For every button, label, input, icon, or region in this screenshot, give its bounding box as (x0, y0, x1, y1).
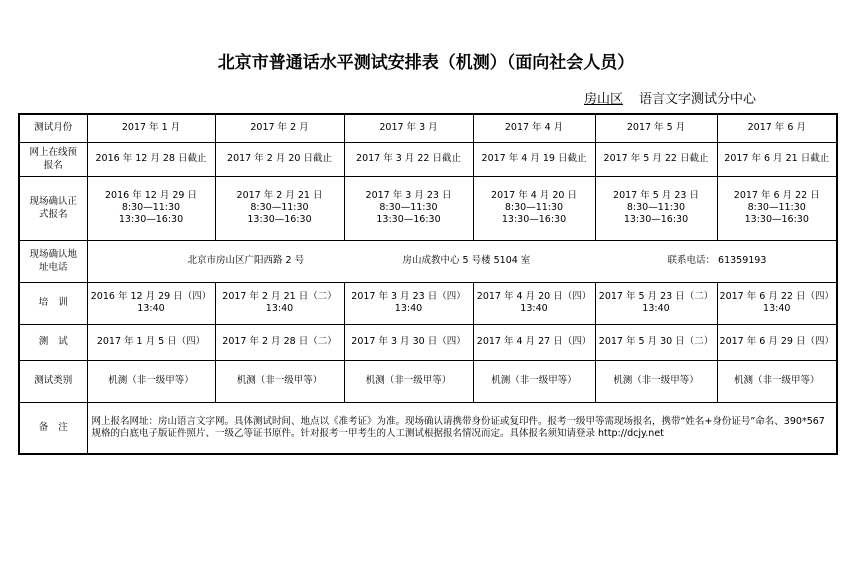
onsite-am-text: 8:30—11:30 (121, 202, 181, 213)
online-text: 2017 年 2 月 20 日截止 (227, 153, 332, 164)
category-text: 机测（非一级甲等） (108, 375, 194, 386)
onsite-am-text: 8:30—11:30 (747, 202, 806, 213)
address-cell (87, 240, 837, 282)
online-row-cell (717, 142, 837, 176)
row-label-month: 测试月份 (19, 114, 87, 142)
training-time-text: 13:40 (265, 303, 294, 314)
onsite-pm-text: 13:30—16:30 (118, 214, 184, 225)
test-text: 2017 年 6 月 29 日（四） (719, 336, 834, 347)
test-text: 2017 年 1 月 5 日（四） (96, 336, 206, 347)
onsite-row-cell (595, 176, 717, 240)
test-text: 2017 年 2 月 28 日（二） (222, 336, 337, 347)
district-name: 房山区 (584, 92, 624, 107)
training-row-cell (87, 282, 215, 324)
category-row-cell (215, 360, 344, 402)
onsite-pm-text: 13:30—16:30 (623, 214, 689, 225)
onsite-pm-text: 13:30—16:30 (744, 214, 809, 225)
online-row-cell (215, 142, 344, 176)
training-date-text: 2017 年 4 月 20 日（四） (476, 291, 592, 302)
onsite-date-text: 2017 年 4 月 20 日 (491, 190, 577, 201)
test-row-cell (344, 324, 473, 360)
address-phone: 联系电话： 61359193 (667, 255, 767, 266)
onsite-am-text: 8:30—11:30 (379, 202, 438, 213)
training-date-text: 2017 年 3 月 23 日（四） (351, 291, 466, 302)
category-row-cell (87, 360, 215, 402)
training-date-text: 2017 年 2 月 21 日（二） (222, 291, 337, 302)
online-text: 2017 年 4 月 19 日截止 (481, 153, 587, 164)
training-time-text: 13:40 (520, 303, 548, 314)
onsite-row-cell (215, 176, 344, 240)
online-row-cell (344, 142, 473, 176)
row-label-category: 测试类别 (19, 360, 87, 402)
page-title: 北京市普通话水平测试安排表（机测）（面向社会人员） (217, 53, 635, 73)
category-row-cell (344, 360, 473, 402)
month-row-cell (717, 114, 837, 142)
online-row-cell (595, 142, 717, 176)
test-row-cell (473, 324, 595, 360)
month-text: 2017 年 5 月 (626, 122, 686, 134)
onsite-date-text: 2016 年 12 月 29 日 (105, 190, 197, 201)
category-row (19, 360, 837, 402)
schedule-table (18, 113, 838, 455)
training-row-cell (344, 282, 473, 324)
onsite-pm-text: 13:30—16:30 (501, 214, 567, 225)
online-row-cell (87, 142, 215, 176)
onsite-pm-text: 13:30—16:30 (247, 214, 312, 225)
row-label-notes: 备注 (19, 402, 87, 454)
onsite-date-text: 2017 年 2 月 21 日 (236, 190, 323, 201)
test-text: 2017 年 4 月 27 日（四） (476, 336, 592, 347)
training-row-cell (473, 282, 595, 324)
test-text: 2017 年 3 月 30 日（四） (351, 336, 466, 347)
month-row-cell (595, 114, 717, 142)
training-row-cell (215, 282, 344, 324)
test-row-cell (215, 324, 344, 360)
onsite-row-cell (344, 176, 473, 240)
category-row-cell (595, 360, 717, 402)
month-text: 2017 年 3 月 (379, 122, 438, 134)
category-row-cell (717, 360, 837, 402)
month-row-cell (215, 114, 344, 142)
row-label-onsite: 现场确认正式报名 (19, 176, 87, 240)
training-date-text: 2017 年 6 月 22 日（四） (719, 291, 834, 302)
onsite-row-cell (717, 176, 837, 240)
onsite-am-text: 8:30—11:30 (250, 202, 309, 213)
training-row-cell (595, 282, 717, 324)
month-row-cell (344, 114, 473, 142)
onsite-date-text: 2017 年 6 月 22 日 (733, 190, 820, 201)
address-row (19, 240, 837, 282)
onsite-date-text: 2017 年 3 月 23 日 (365, 190, 452, 201)
online-text: 2017 年 5 月 22 日截止 (603, 153, 709, 164)
onsite-row (19, 176, 837, 240)
online-row-cell (473, 142, 595, 176)
online-text: 2017 年 3 月 22 日截止 (356, 153, 461, 164)
online-text: 2017 年 6 月 21 日截止 (724, 153, 830, 164)
row-label-address: 现场确认地址电话 (19, 240, 87, 282)
training-time-text: 13:40 (763, 303, 791, 314)
address-street: 北京市房山区广阳西路 2 号 (187, 255, 305, 266)
training-time-text: 13:40 (394, 303, 423, 314)
category-text: 机测（非一级甲等） (613, 375, 699, 386)
onsite-row-cell (473, 176, 595, 240)
onsite-am-text: 8:30—11:30 (504, 202, 564, 213)
online-text: 2016 年 12 月 28 日截止 (95, 153, 207, 164)
month-text: 2017 年 1 月 (121, 122, 181, 134)
online-row (19, 142, 837, 176)
onsite-am-text: 8:30—11:30 (626, 202, 686, 213)
notes-text: 网上报名网址：房山语言文字网。具体测试时间、地点以《准考证》为准。现场确认请携带身份证或复印件。报考一级甲等需现场报名，携带“姓名+身份证号”命名、390*567 规格的白底电子版证件照片、一级乙等证书原件。针对报考一甲考生的人工测试根据报名情况而定。具体报名须知请登录 http://dcjy.net (87, 402, 837, 454)
onsite-pm-text: 13:30—16:30 (376, 214, 441, 225)
category-text: 机测（非一级甲等） (733, 375, 820, 386)
category-row-cell (473, 360, 595, 402)
training-row (19, 282, 837, 324)
test-text: 2017 年 5 月 30 日（二） (598, 336, 714, 347)
center-name: 语言文字测试分中心 (639, 92, 757, 107)
test-row-cell (595, 324, 717, 360)
month-row-cell (473, 114, 595, 142)
onsite-date-text: 2017 年 5 月 23 日 (613, 190, 699, 201)
month-text: 2017 年 4 月 (504, 122, 564, 134)
subtitle (584, 88, 756, 107)
training-time-text: 13:40 (642, 303, 670, 314)
month-row-cell (87, 114, 215, 142)
row-label-training: 培训 (19, 282, 87, 324)
month-text: 2017 年 6 月 (747, 122, 806, 134)
test-row (19, 324, 837, 360)
test-row-cell (87, 324, 215, 360)
training-row-cell (717, 282, 837, 324)
address-building: 房山成教中心 5 号楼 5104 室 (402, 255, 531, 266)
month-text: 2017 年 2 月 (250, 122, 309, 134)
category-text: 机测（非一级甲等） (491, 375, 577, 386)
month-row (19, 114, 837, 142)
training-date-text: 2017 年 5 月 23 日（二） (598, 291, 714, 302)
onsite-row-cell (87, 176, 215, 240)
category-text: 机测（非一级甲等） (236, 375, 323, 386)
category-text: 机测（非一级甲等） (365, 375, 452, 386)
row-label-test: 测试 (19, 324, 87, 360)
training-time-text: 13:40 (137, 303, 165, 314)
test-row-cell (717, 324, 837, 360)
training-date-text: 2016 年 12 月 29 日（四） (90, 291, 212, 302)
row-label-online: 网上在线预报名 (19, 142, 87, 176)
notes-row (19, 402, 837, 454)
